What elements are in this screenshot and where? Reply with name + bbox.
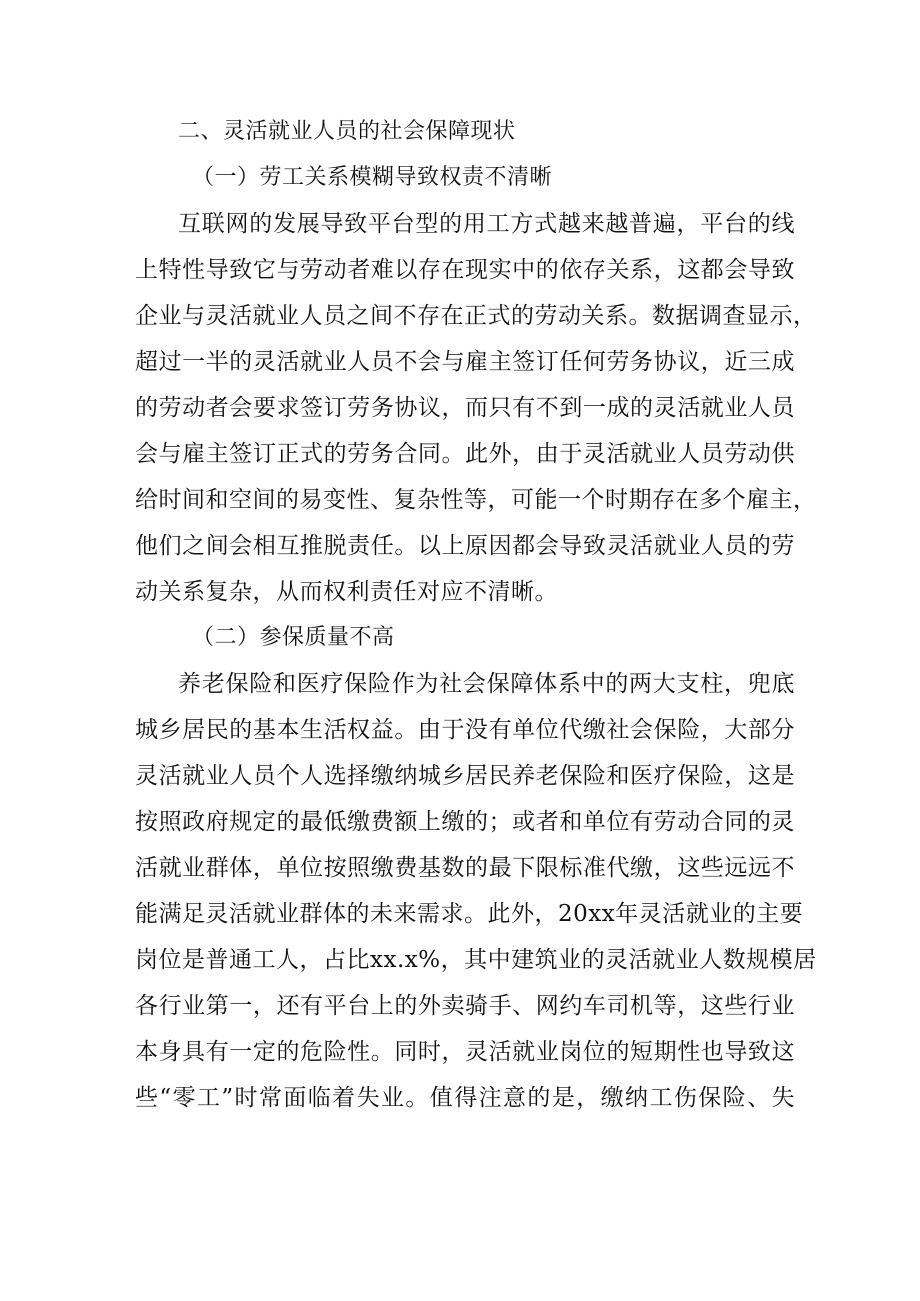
paragraph-line: 灵活就业人员个人选择缴纳城乡居民养老保险和医疗保险，这是 (135, 763, 795, 789)
paragraph-line: 的劳动者会要求签订劳务协议，而只有不到一成的灵活就业人员 (135, 395, 795, 421)
paragraph-line: 上特性导致它与劳动者难以存在现实中的依存关系，这都会导致 (135, 257, 795, 283)
paragraph-line: 能满足灵活就业群体的未来需求。此外，20xx年灵活就业的主要 (135, 901, 804, 927)
paragraph-line: 超过一半的灵活就业人员不会与雇主签订任何劳务协议，近三成 (135, 349, 795, 375)
subsection-heading-1: （一）劳工关系模糊导致权责不清晰 (192, 165, 553, 190)
section-heading: 二、灵活就业人员的社会保障现状 (178, 119, 516, 144)
paragraph-line: 些“零工”时常面临着失业。值得注意的是，缴纳工伤保险、失 (135, 1085, 795, 1111)
paragraph-line: 养老保险和医疗保险作为社会保障体系中的两大支柱，兜底 (178, 671, 795, 697)
paragraph-line: 本身具有一定的危险性。同时，灵活就业岗位的短期性也导致这 (135, 1039, 795, 1065)
paragraph-line: 城乡居民的基本生活权益。由于没有单位代缴社会保险，大部分 (135, 717, 795, 743)
subsection-heading-2: （二）参保质量不高 (192, 625, 395, 650)
paragraph-line: 按照政府规定的最低缴费额上缴的；或者和单位有劳动合同的灵 (135, 809, 795, 835)
paragraph-line: 岗位是普通工人，占比xx.x%，其中建筑业的灵活就业人数规模居 (135, 947, 817, 973)
paragraph-line: 会与雇主签订正式的劳务合同。此外，由于灵活就业人员劳动供 (135, 441, 795, 467)
paragraph-line: 企业与灵活就业人员之间不存在正式的劳动关系。数据调查显示， (135, 303, 817, 329)
paragraph-line: 给时间和空间的易变性、复杂性等，可能一个时期存在多个雇主， (135, 487, 817, 513)
paragraph-line: 他们之间会相互推脱责任。以上原因都会导致灵活就业人员的劳 (135, 533, 795, 559)
paragraph-line: 各行业第一，还有平台上的外卖骑手、网约车司机等，这些行业 (135, 993, 795, 1019)
paragraph-line: 动关系复杂，从而权利责任对应不清晰。 (135, 579, 558, 605)
paragraph-line: 互联网的发展导致平台型的用工方式越来越普遍，平台的线 (178, 211, 795, 237)
paragraph-line: 活就业群体，单位按照缴费基数的最下限标准代缴，这些远远不 (135, 855, 795, 881)
